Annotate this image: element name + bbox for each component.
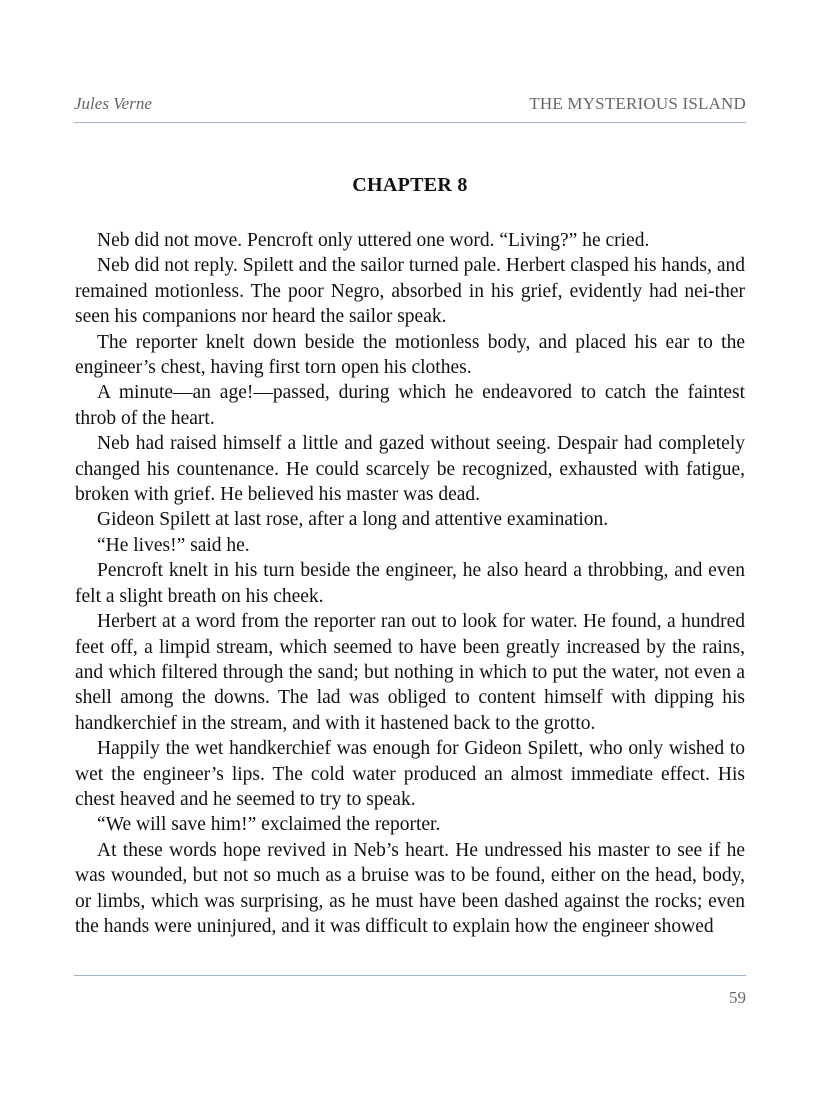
paragraph: Pencroft knelt in his turn beside the engineer, he also heard a throbbing, and even felt a slight breath on his cheek.	[75, 560, 745, 607]
page-number: 59	[729, 988, 746, 1007]
paragraph: “He lives!” said he.	[97, 534, 250, 556]
running-header	[74, 92, 746, 123]
paragraph: “We will save him!” exclaimed the reporter.	[97, 814, 441, 836]
paragraph: The reporter knelt down beside the motionless body, and placed his ear to the engineer’s chest, having first torn open his clothes.	[75, 331, 745, 379]
paragraph: At these words hope revived in Neb’s heart. He undressed his master to see if he was wounded, but not so much as a bruise was to be found, either on the head, body, or limbs, which was surprising, as he must have been dashed against the rocks; even the hands were uninjured, and it was difficult to explain how the engineer showed	[75, 839, 745, 937]
paragraph: A minute—an age!—passed, during which he endeavored to catch the faintest throb of the heart.	[75, 382, 745, 429]
paragraph: Neb did not move. Pencroft only uttered one word. “Living?” he cried.	[97, 230, 650, 251]
chapter-body	[75, 228, 745, 939]
header-author: Jules Verne	[74, 94, 152, 113]
paragraph: Herbert at a word from the reporter ran out to look for water. He found, a hundred feet off, a limpid stream, which seemed to have been greatly increased by the rains, and which filtered through the sand; but nothing in which to put the water, not even a shell among the downs. The lad was obliged to content himself with dipping his handkerchief in the stream, and with it hastened back to the grotto.	[75, 611, 745, 734]
footer-divider	[74, 975, 746, 976]
chapter-title: CHAPTER 8	[352, 174, 468, 196]
paragraph: Neb did not reply. Spilett and the sailor turned pale. Herbert clasped his hands, and remained motionless. The poor Negro, absorbed in his grief, evidently had nei-ther seen his companions nor heard the sailor speak.	[75, 255, 745, 328]
paragraph: Neb had raised himself a little and gazed without seeing. Despair had completely changed his countenance. He could scarcely be recognized, exhausted with fatigue, broken with grief. He believed his master was dead.	[75, 433, 745, 506]
paragraph: Gideon Spilett at last rose, after a long and attentive examination.	[97, 509, 609, 531]
paragraph: Happily the wet handkerchief was enough for Gideon Spilett, who only wished to wet the engineer’s lips. The cold water produced an almost immediate effect. His chest heaved and he seemed to try to speak.	[75, 738, 745, 810]
header-book-title: THE MYSTERIOUS ISLAND	[529, 94, 746, 113]
